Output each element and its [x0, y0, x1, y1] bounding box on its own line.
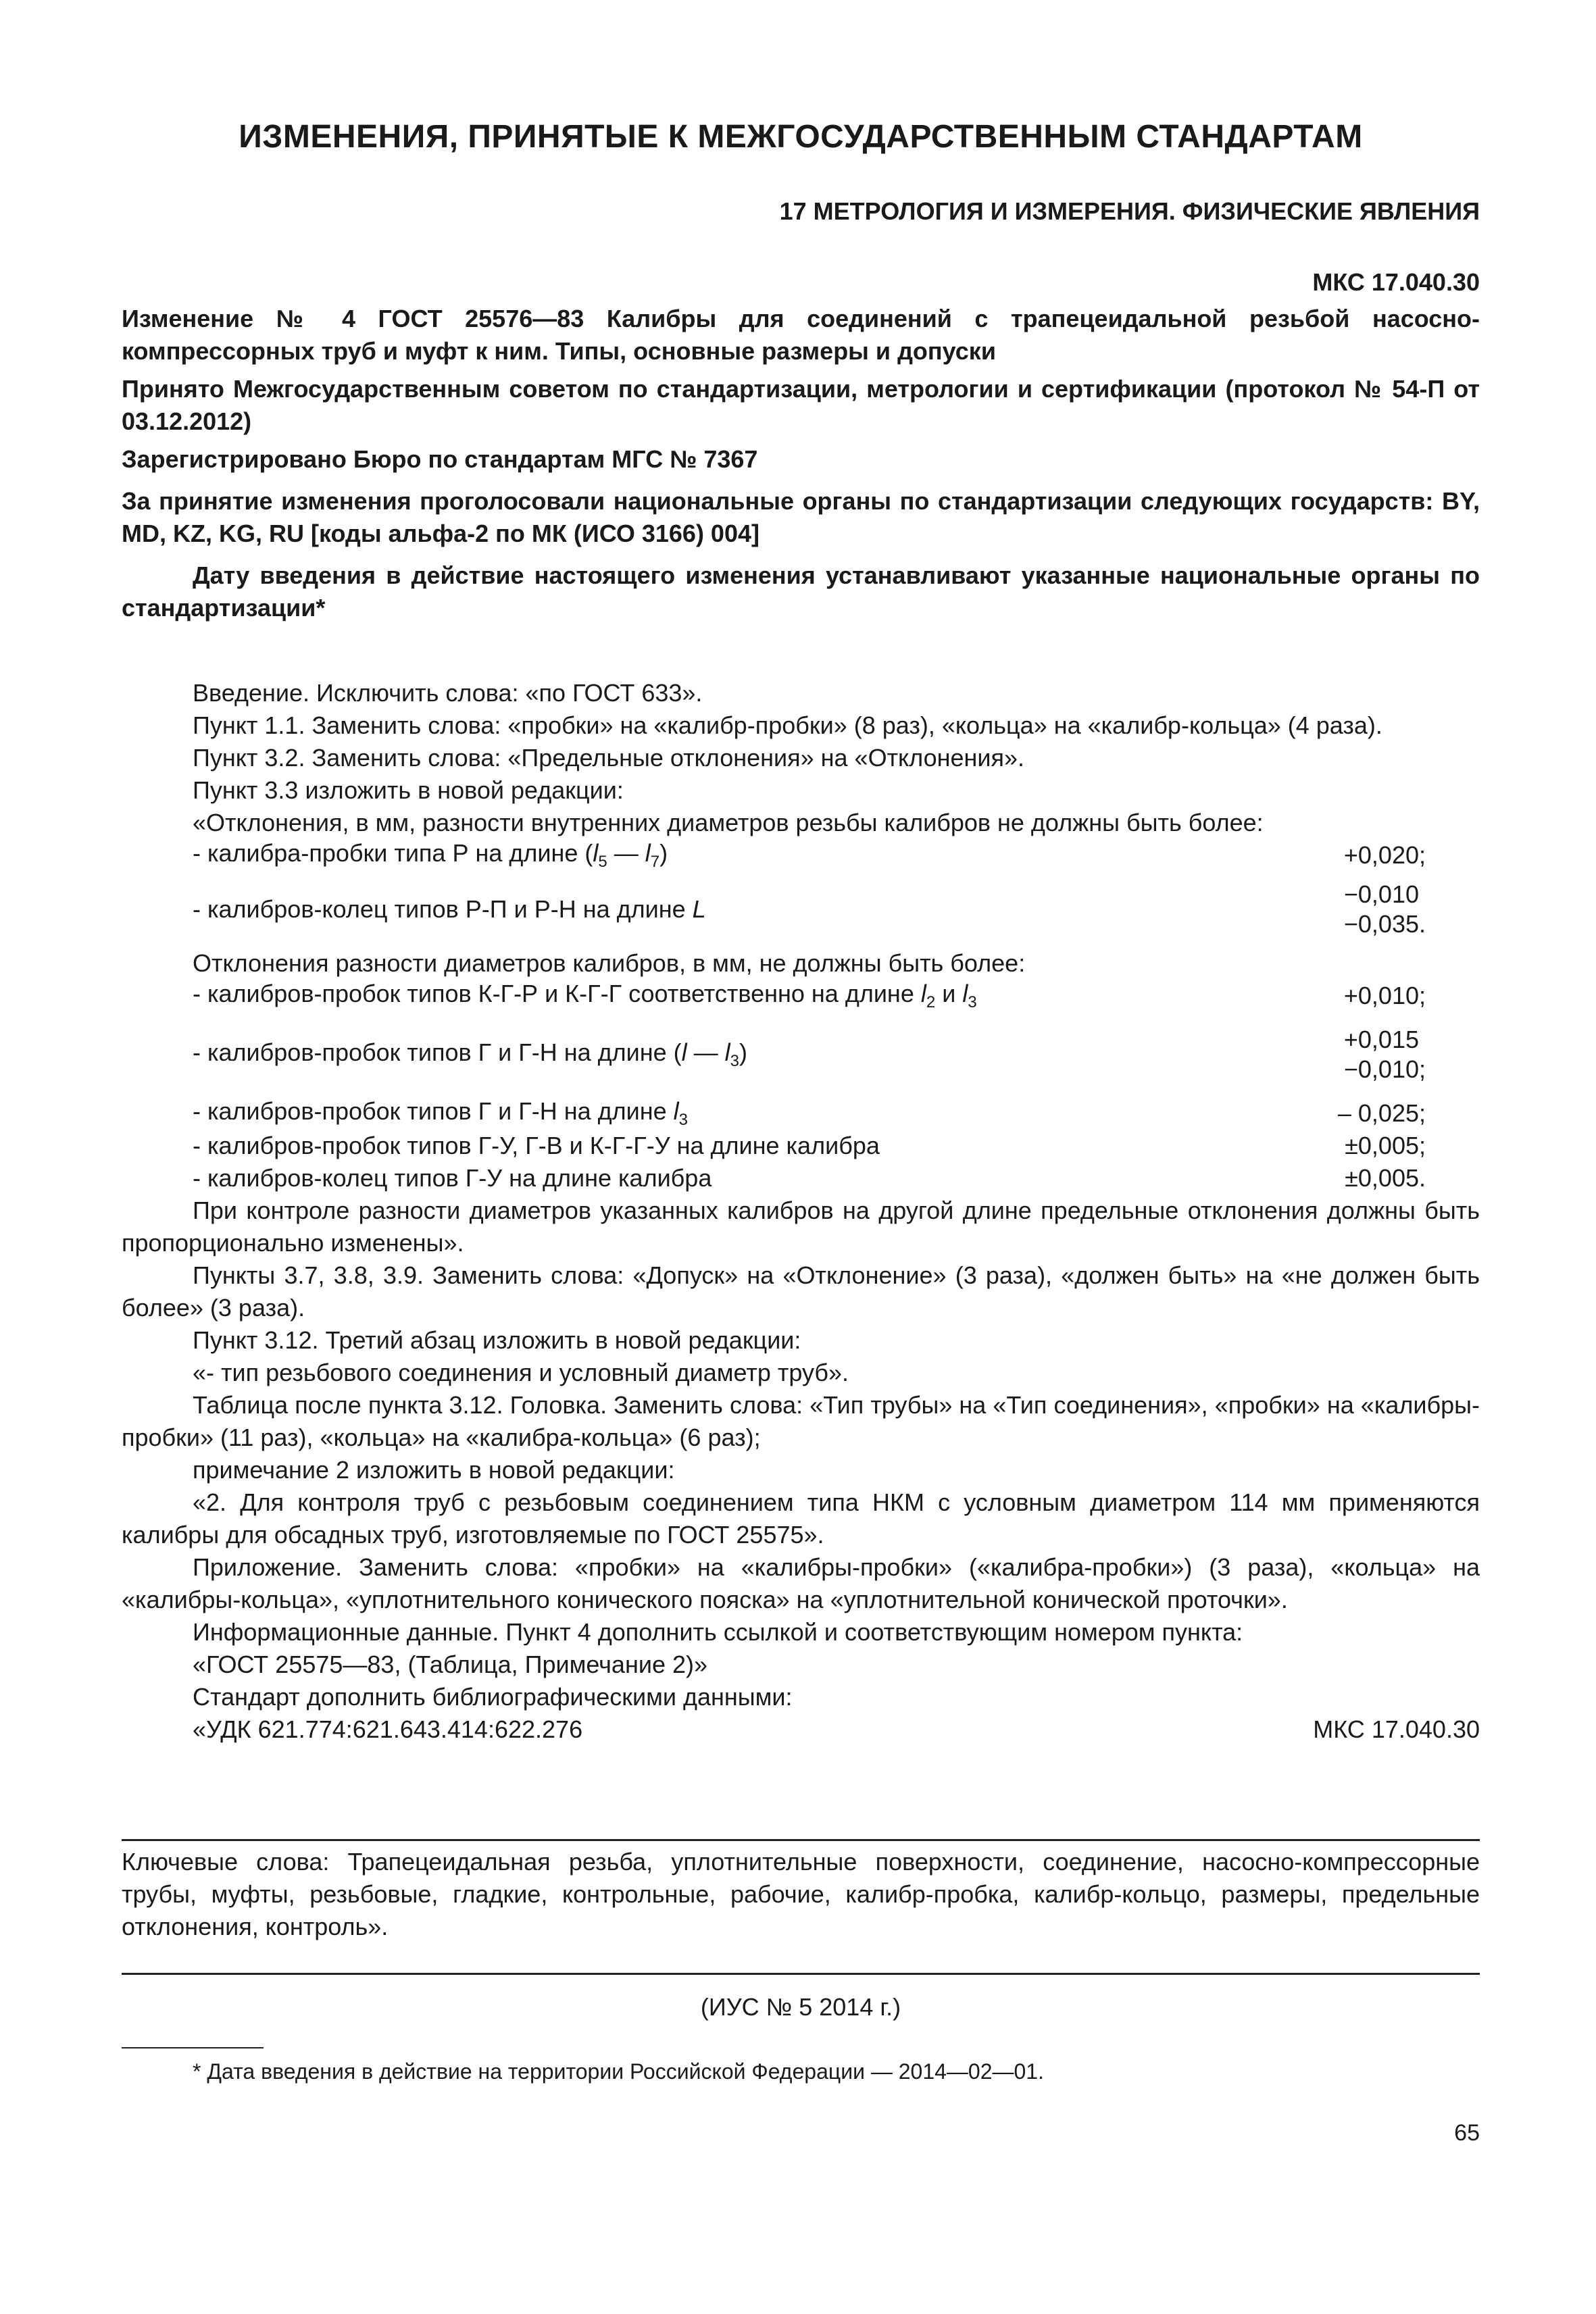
tolerance-row [122, 839, 1480, 872]
tolerance-value: −0,010 −0,035. [1343, 880, 1426, 938]
tolerance-value: +0,010; [1343, 982, 1426, 1009]
udk-row [122, 1713, 1480, 1746]
tolerance-row [122, 980, 1480, 1012]
paragraph: Таблица после пункта 3.12. Головка. Заменить слова: «Тип трубы» на «Тип соединения», «пробки» на «калибры-пробки» (11 раз), «кольца» на «калибра-кольца» (6 раз); [122, 1391, 1480, 1451]
paragraph: «ГОСТ 25575—83, (Таблица, Примечание 2)» [193, 1651, 707, 1678]
tolerance-value: ±0,005; [1345, 1132, 1426, 1159]
voted-note: За принятие изменения проголосовали национальные органы по стандартизации следующих государств: BY, MD, KZ, KG, RU [коды альфа-2 по МК (ИСО 3166) 004] [122, 487, 1480, 547]
keywords-block [122, 1846, 1480, 1943]
paragraph: «Отклонения, в мм, разности внутренних диаметров резьбы калибров не должны быть более: [193, 809, 1264, 836]
tolerance-row [122, 872, 1480, 947]
change-metadata [122, 303, 1480, 624]
paragraph: Отклонения разности диаметров калибров, в мм, не должны быть более: [193, 949, 1026, 977]
tolerance-row [122, 1012, 1480, 1097]
page-title: ИЗМЕНЕНИЯ, ПРИНЯТЫЕ К МЕЖГОСУДАРСТВЕННЫМ СТАНДАРТАМ [239, 119, 1363, 155]
page-number: 65 [1454, 2120, 1480, 2146]
paragraph: Информационные данные. Пункт 4 дополнить ссылкой и соответствующим номером пункта: [193, 1618, 1243, 1646]
divider [122, 1839, 1480, 1841]
paragraph: Приложение. Заменить слова: «пробки» на «калибры-пробки» («калибра-пробки») (3 раза), «кольца» на «калибры-кольца», «уплотнительного конического пояска» на «уплотнительной конической проточки». [122, 1553, 1480, 1613]
adopted-note: Принято Межгосударственным советом по стандартизации, метрологии и сертификации (протокол № 54-П от 03.12.2012) [122, 375, 1480, 435]
paragraph: При контроле разности диаметров указанных калибров на другой длине предельные отклонения должны быть пропорционально изменены». [122, 1197, 1480, 1257]
tolerance-row [122, 1130, 1480, 1162]
date-note: Дату введения в действие настоящего изменения устанавливают указанные национальные органы по стандартизации* [122, 561, 1480, 622]
footnote: * Дата введения в действие на территории Российской Федерации — 2014—02—01. [193, 2059, 1044, 2084]
ius-reference: (ИУС № 5 2014 г.) [700, 1993, 901, 2021]
paragraph: Пункт 1.1. Заменить слова: «пробки» на «калибр-пробки» (8 раз), «кольца» на «калибр-кольца» (4 раза). [193, 711, 1382, 739]
tolerance-row [122, 1097, 1480, 1130]
tolerance-label: - калибров-пробок типов Г и Г-Н на длине $l_3$ [193, 1097, 688, 1130]
tolerance-value: +0,015 −0,010; [1343, 1026, 1426, 1083]
tolerance-value: – 0,025; [1337, 1099, 1426, 1127]
paragraph: «2. Для контроля труб с резьбовым соединением типа НКМ с условным диаметром 114 мм применяются калибры для обсадных труб, изготовляемые по ГОСТ 25575». [122, 1488, 1480, 1549]
paragraph: Пункты 3.7, 3.8, 3.9. Заменить слова: «Допуск» на «Отклонение» (3 раза), «должен быть» на «не должен быть более» (3 раза). [122, 1261, 1480, 1322]
section-heading: 17 МЕТРОЛОГИЯ И ИЗМЕРЕНИЯ. ФИЗИЧЕСКИЕ ЯВЛЕНИЯ [779, 197, 1480, 225]
keywords: Ключевые слова: Трапецеидальная резьба, уплотнительные поверхности, соединение, насосно-компрессорные трубы, муфты, резьбовые, гладкие, контрольные, рабочие, калибр-пробка, калибр-кольцо, размеры, предельные отклонения, контроль». [122, 1848, 1480, 1940]
tolerance-value: ±0,005. [1345, 1164, 1426, 1192]
document-page [122, 0, 1480, 2314]
udk-code: «УДК 621.774:621.643.414:622.276 [193, 1715, 583, 1743]
mks-code: МКС 17.040.30 [1312, 268, 1480, 296]
tolerance-value: +0,020; [1343, 841, 1426, 869]
footnote-rule [122, 2047, 264, 2048]
paragraph: Пункт 3.12. Третий абзац изложить в новой редакции: [193, 1326, 801, 1354]
tolerance-label: - калибров-колец типов Г-У на длине калибра [193, 1164, 712, 1192]
paragraph: Пункт 3.3 изложить в новой редакции: [193, 776, 624, 804]
tolerance-label: - калибров-пробок типов Г-У, Г-В и К-Г-Г-У на длине калибра [193, 1132, 880, 1159]
paragraph: Пункт 3.2. Заменить слова: «Предельные отклонения» на «Отклонения». [193, 744, 1025, 772]
tolerance-label: - калибра-пробки типа Р на длине ($l_5$ — $l_7$) [193, 838, 668, 872]
tolerance-label: - калибров-пробок типов Г и Г-Н на длине (l — $l_3$) [193, 1038, 747, 1071]
paragraph: «- тип резьбового соединения и условный диаметр труб». [193, 1359, 849, 1386]
tolerance-row [122, 1162, 1480, 1194]
registered-note: Зарегистрировано Бюро по стандартам МГС № 7367 [122, 445, 758, 473]
paragraph: примечание 2 изложить в новой редакции: [193, 1456, 675, 1484]
change-body [122, 677, 1480, 1746]
change-title: Изменение № 4 ГОСТ 25576—83 Калибры для соединений с трапецеидальной резьбой насосно-компрессорных труб и муфт к ним. Типы, основные размеры и допуски [122, 305, 1480, 365]
paragraph: Введение. Исключить слова: «по ГОСТ 633». [193, 679, 703, 707]
udk-mks-code: МКС 17.040.30 [1313, 1715, 1480, 1743]
tolerance-label: - калибров-колец типов Р-П и Р-Н на длине L [193, 895, 706, 923]
paragraph: Стандарт дополнить библиографическими данными: [193, 1683, 793, 1711]
divider [122, 1973, 1480, 1975]
tolerance-label: - калибров-пробок типов К-Г-Р и К-Г-Г соответственно на длине $l_2$ и $l_3$ [193, 979, 977, 1012]
